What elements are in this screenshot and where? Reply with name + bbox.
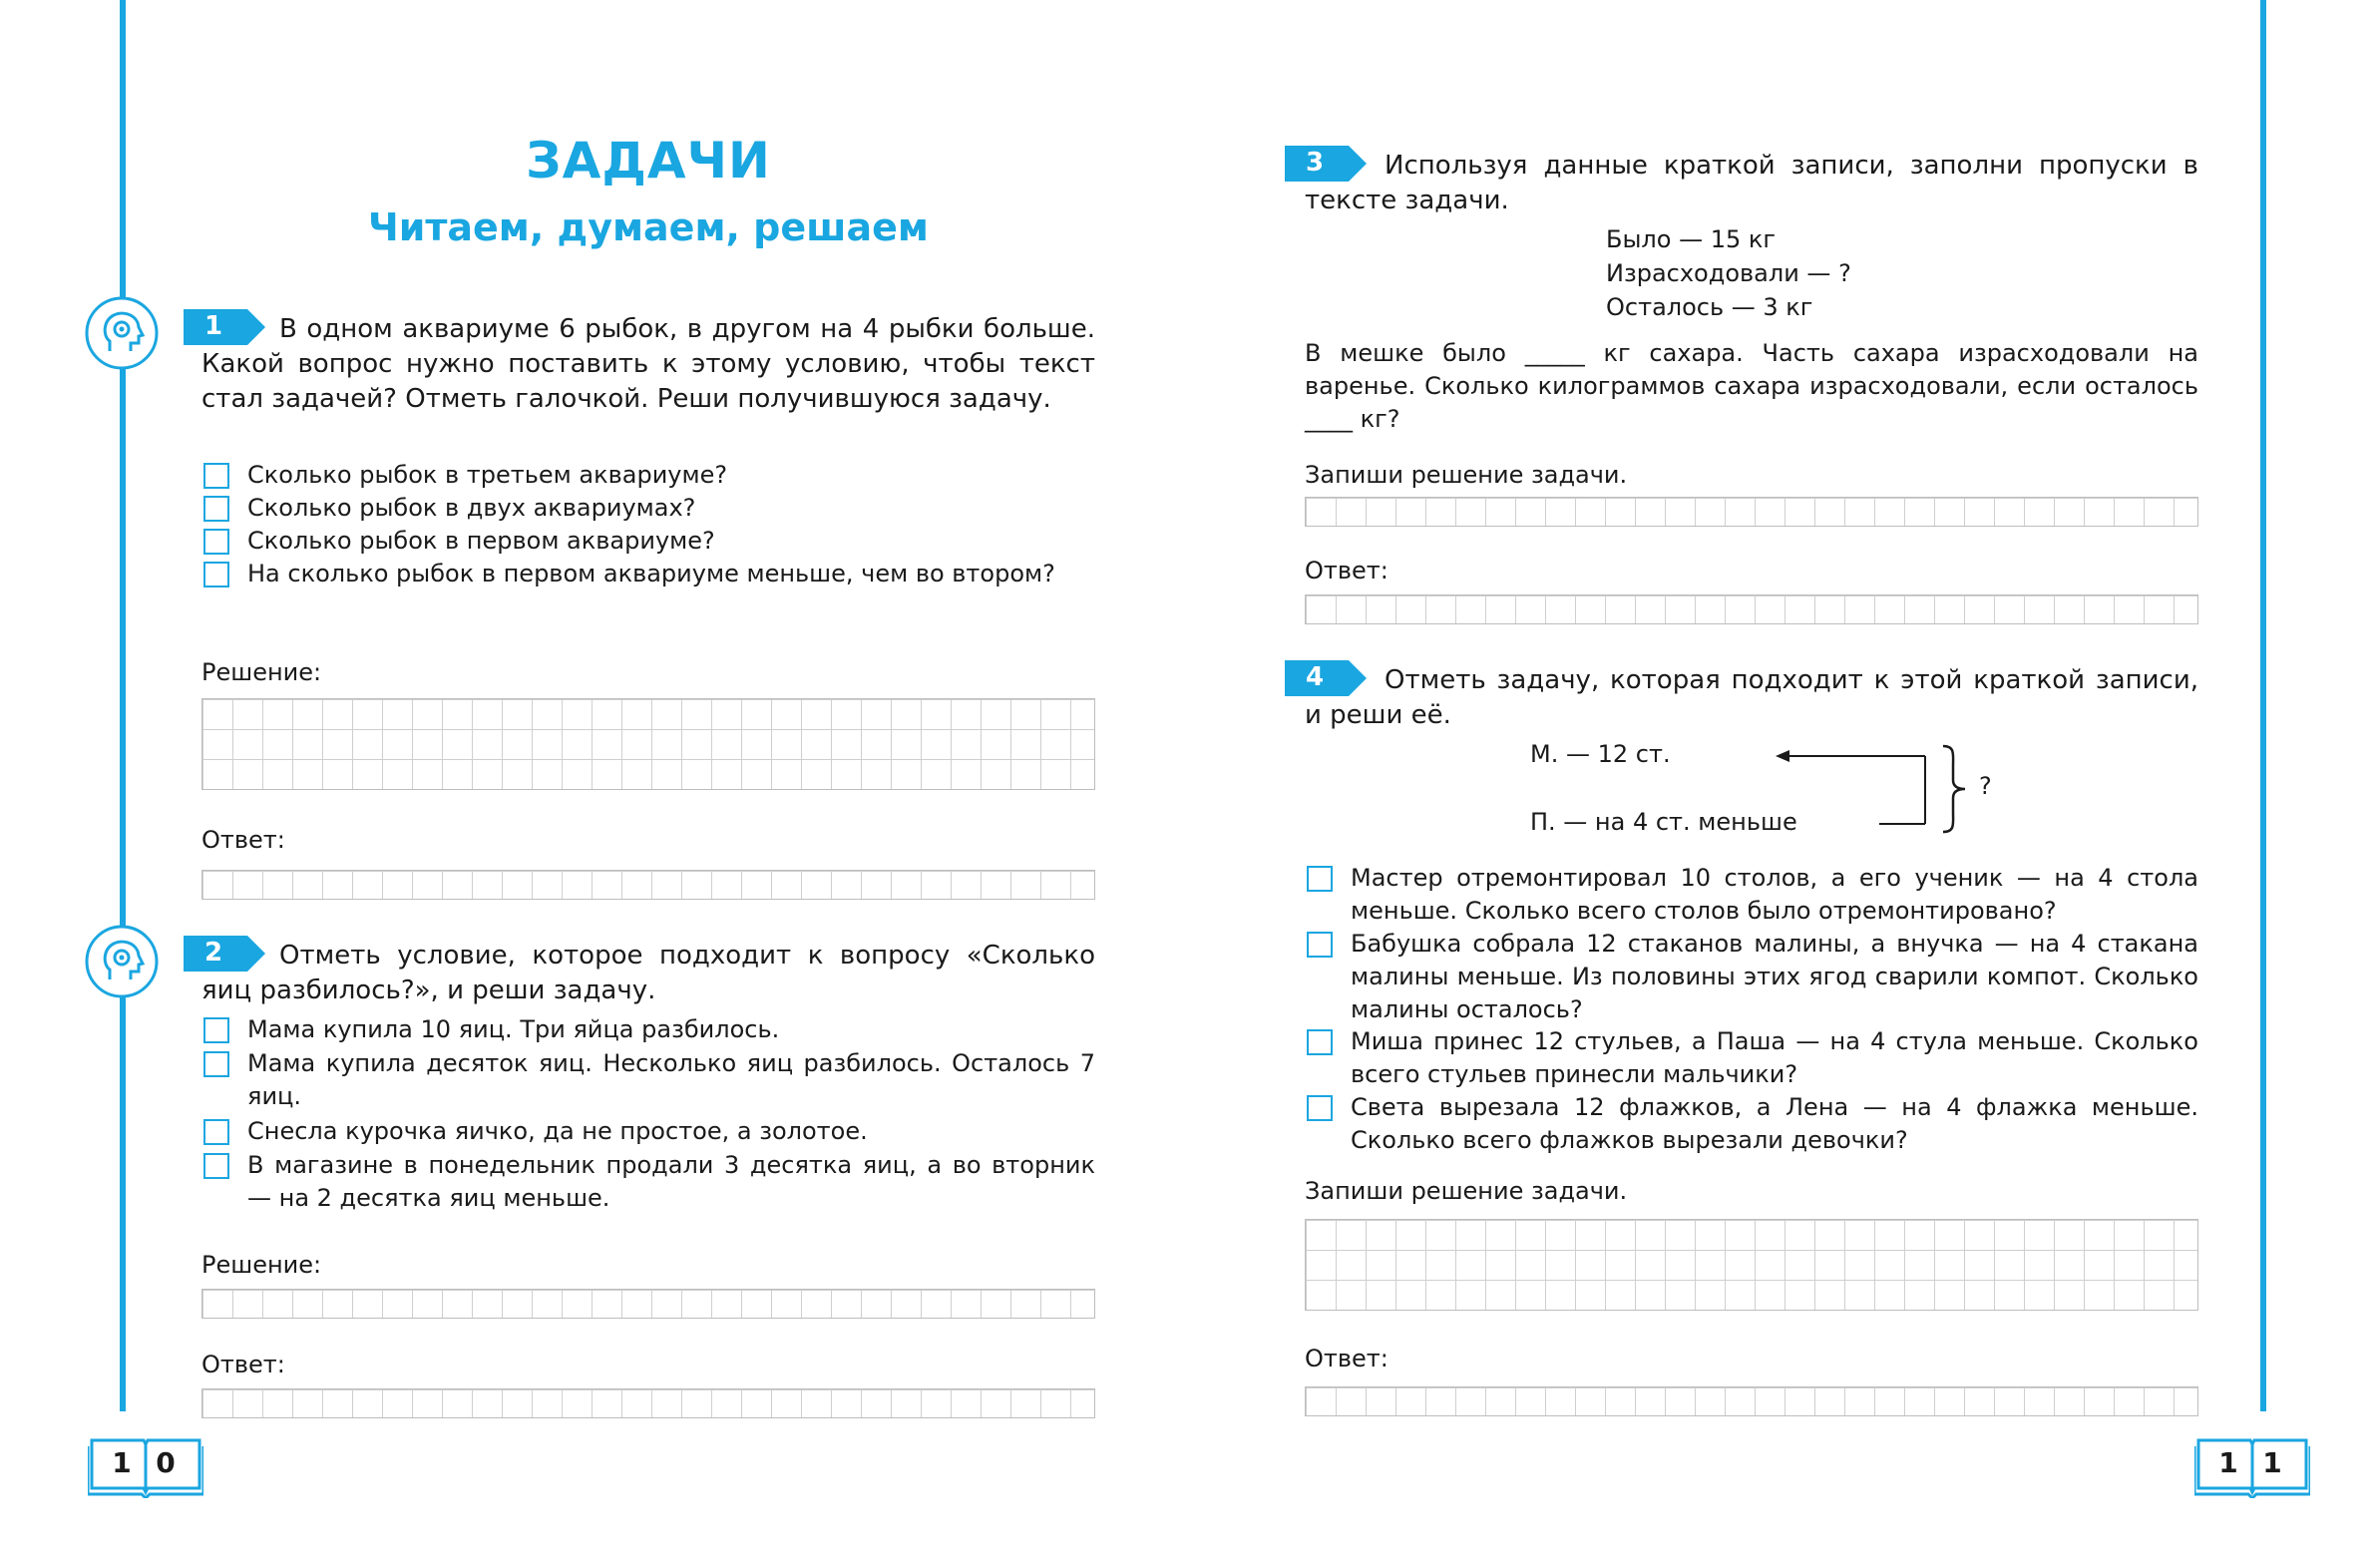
solution-label: Решение:: [201, 1251, 322, 1279]
task1-option-checkbox[interactable]: [203, 562, 229, 587]
answer-label: Ответ:: [201, 1351, 285, 1378]
short-record-line: Израсходовали — ?: [1606, 259, 1851, 287]
task4-text: Отметь задачу, которая подходит к этой краткой записи, и реши её.: [1305, 665, 2198, 730]
task1-option: Сколько рыбок в двух аквариумах?: [247, 494, 696, 522]
task4-option: Света вырезала 12 флажков, а Лена — на 4 флажка меньше. Сколько всего флажков вырезали девочки?: [1351, 1093, 2198, 1154]
solution-grid[interactable]: [1305, 497, 2198, 527]
answer-label: Ответ:: [1305, 1345, 1388, 1372]
answer-label: Ответ:: [1305, 557, 1388, 585]
page-number-left: [88, 1432, 203, 1498]
brace-question: ?: [1979, 772, 1992, 800]
task2-option-checkbox[interactable]: [203, 1119, 229, 1145]
short-record-m: М. — 12 ст.: [1530, 740, 1671, 768]
task4-option: Миша принес 12 стульев, а Паша — на 4 стула меньше. Сколько всего стульев принесли мальчики?: [1351, 1027, 2198, 1088]
task-number: 3: [1305, 148, 1325, 178]
solution-grid[interactable]: [1305, 1219, 2198, 1311]
task3-problem: В мешке было _____ кг сахара. Часть сахара израсходовали на варенье. Сколько килограммов сахара израсходовали, если осталось ____ кг?: [1305, 339, 2198, 433]
task2-option: Мама купила 10 яиц. Три яйца разбилось.: [247, 1015, 780, 1043]
answer-label: Ответ:: [201, 826, 285, 854]
task4-option: Мастер отремонтировал 10 столов, а его ученик — на 4 стола меньше. Сколько всего столов было отремонтировано?: [1351, 864, 2198, 925]
page-digit: 1: [2218, 1446, 2238, 1479]
task1-option: Сколько рыбок в первом аквариуме?: [247, 527, 715, 555]
task4-option-checkbox[interactable]: [1307, 1095, 1333, 1121]
head-gear-icon: [84, 295, 160, 371]
task1-option: На сколько рыбок в первом аквариуме меньше, чем во втором?: [247, 560, 1055, 587]
page-digit: 0: [156, 1446, 176, 1479]
task-number: 2: [203, 938, 223, 968]
task3-text: Используя данные краткой записи, заполни пропуски в тексте задачи.: [1305, 151, 2198, 215]
solution-grid[interactable]: [201, 1289, 1095, 1319]
task2-option-checkbox[interactable]: [203, 1153, 229, 1179]
solution-label: Решение:: [201, 658, 322, 686]
page-digit: 1: [2262, 1446, 2282, 1479]
task4-option-checkbox[interactable]: [1307, 866, 1333, 892]
task1-option-checkbox[interactable]: [203, 463, 229, 489]
task1-option-checkbox[interactable]: [203, 529, 229, 555]
head-gear-icon: [84, 924, 160, 999]
task-number: 1: [203, 311, 223, 341]
task1-option: Сколько рыбок в третьем аквариуме?: [247, 461, 728, 489]
right-margin-line: [2260, 0, 2266, 1411]
page-subtitle: Читаем, думаем, решаем: [368, 205, 929, 249]
open-book-icon: [88, 1432, 203, 1498]
page-number-right: [2194, 1432, 2310, 1498]
open-book-icon: [2194, 1432, 2310, 1498]
page-digit: 1: [112, 1446, 132, 1479]
task1-option-checkbox[interactable]: [203, 496, 229, 522]
brace-icon: [1939, 744, 1973, 834]
write-solution-label: Запиши решение задачи.: [1305, 1177, 1628, 1205]
task2-option-checkbox[interactable]: [203, 1051, 229, 1077]
arrow-left-icon: [1776, 746, 1935, 832]
task2-option: Мама купила десяток яиц. Несколько яиц разбилось. Осталось 7 яиц.: [247, 1049, 1095, 1110]
task2-option-checkbox[interactable]: [203, 1017, 229, 1043]
task2-text: Отметь условие, которое подходит к вопросу «Сколько яиц разбилось?», и реши задачу.: [201, 941, 1095, 1005]
left-margin-line: [120, 0, 126, 1411]
answer-grid[interactable]: [201, 870, 1095, 900]
write-solution-label: Запиши решение задачи.: [1305, 461, 1628, 489]
task1-text: В одном аквариуме 6 рыбок, в другом на 4 рыбки больше. Какой вопрос нужно поставить к этому условию, чтобы текст стал задачей? Отметь галочкой. Реши получившуюся задачу.: [201, 314, 1095, 414]
task4-option-checkbox[interactable]: [1307, 932, 1333, 958]
task4-option-checkbox[interactable]: [1307, 1029, 1333, 1055]
solution-grid[interactable]: [201, 698, 1095, 790]
short-record-p: П. — на 4 ст. меньше: [1530, 808, 1797, 836]
answer-grid[interactable]: [1305, 594, 2198, 624]
task-number: 4: [1305, 662, 1325, 692]
answer-grid[interactable]: [201, 1388, 1095, 1418]
task2-option: Снесла курочка яичко, да не простое, а золотое.: [247, 1117, 868, 1145]
task4-option: Бабушка собрала 12 стаканов малины, а внучка — на 4 стакана малины меньше. Из половины этих ягод сварили компот. Сколько малины осталось?: [1351, 930, 2198, 1023]
answer-grid[interactable]: [1305, 1386, 2198, 1416]
short-record-line: Было — 15 кг: [1606, 225, 1776, 253]
page-title: ЗАДАЧИ: [526, 132, 771, 190]
task2-option: В магазине в понедельник продали 3 десятка яиц, а во вторник — на 2 десятка яиц меньше.: [247, 1151, 1095, 1212]
short-record-line: Осталось — 3 кг: [1606, 293, 1813, 321]
